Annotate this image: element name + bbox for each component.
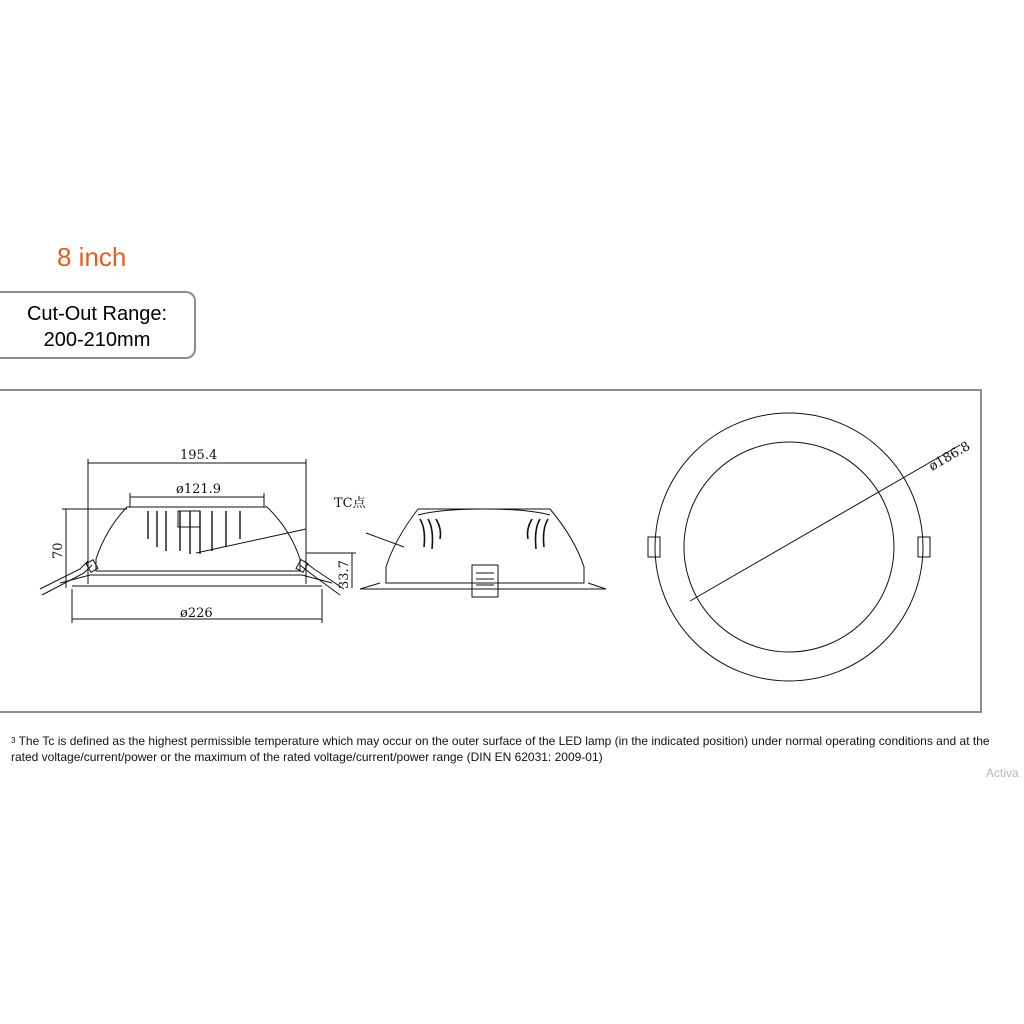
connector-block (472, 565, 498, 597)
front-view (648, 413, 973, 681)
dim-label-width-top: 195.4 (180, 448, 218, 463)
housing-top-2 (418, 509, 550, 515)
dim-label-height-total: 70 (51, 542, 66, 559)
cutout-range-box (0, 291, 196, 359)
dim-label-outer-diameter: ø226 (180, 606, 213, 621)
footnote-marker: 3 (11, 736, 16, 745)
activation-watermark: Activa (986, 766, 1019, 780)
side-view (40, 448, 356, 623)
fins-right-2 (528, 519, 549, 549)
housing-body (96, 507, 300, 571)
cutout-range-label: Cut-Out Range: (26, 303, 168, 325)
driver-box (178, 511, 200, 527)
dim-label-height-body: 33.7 (337, 560, 352, 589)
cutout-range-value: 200-210mm (43, 329, 151, 351)
tc-point-label: TC点 (334, 496, 366, 511)
clip-tab-left (648, 537, 660, 557)
housing-body-2 (386, 509, 584, 583)
footnote (11, 733, 1016, 765)
side-view-profile (360, 509, 606, 597)
footnote-text: The Tc is defined as the highest permissible temperature which may occur on the outer surface of the LED lamp (in the indicated position) under normal operating conditions and at the rated voltage/current/power or the maximum of the rated voltage/current/power range (DIN EN 62031: 2009-01) (11, 734, 990, 764)
fins-left-2 (420, 519, 441, 549)
flange (60, 575, 332, 583)
model-title: 8 inch (57, 242, 127, 272)
outer-ring (655, 413, 923, 681)
flange-edges-2 (360, 583, 606, 589)
dim-label-top-diameter: ø121.9 (176, 482, 222, 497)
tc-leader-right (366, 533, 404, 547)
clip-tab-right (918, 537, 930, 557)
inner-ring (684, 442, 894, 652)
technical-drawing (0, 389, 982, 713)
cooling-fins (148, 511, 240, 554)
dim-label-front-diameter: ø186.8 (926, 438, 974, 475)
